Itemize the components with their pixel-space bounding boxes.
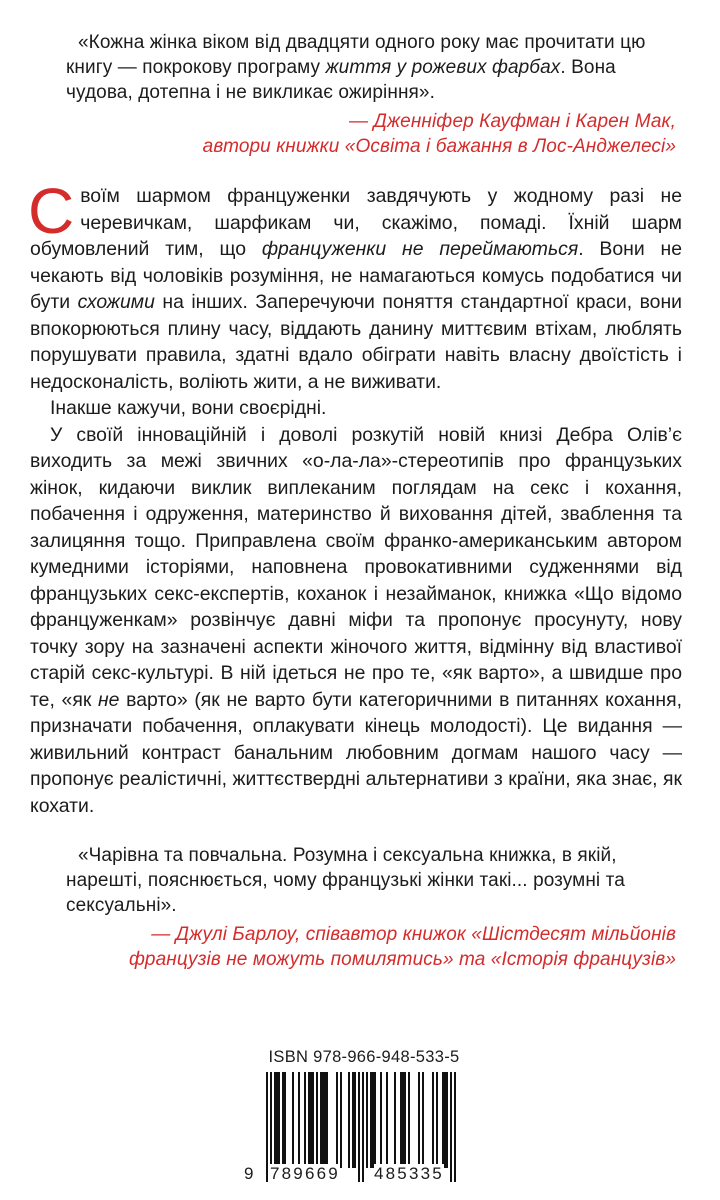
barcode-bar [372, 1072, 374, 1168]
barcode-bar [310, 1072, 312, 1168]
barcode-bar [394, 1072, 396, 1168]
top-quote-text: «Кожна жінка віком від двадцяти одного року має прочитати цю книгу — покрокову програму життя у рожевих фарбах. Вона чудова, дотепна і не викликає ожиріння». [66, 32, 646, 103]
barcode-bar [374, 1072, 376, 1168]
barcode-bar [304, 1072, 306, 1168]
bottom-quote-attribution: — Джулі Барлоу, співавтор книжок «Шістдесят мільйонів французів не можуть помилятись» та «Історія французів» [128, 924, 676, 970]
barcode-bar [408, 1072, 410, 1168]
barcode-guard-bar [358, 1072, 360, 1182]
barcode-bar [432, 1072, 434, 1168]
barcode-bar [326, 1072, 328, 1168]
barcode-bar [276, 1072, 278, 1168]
barcode-bar [418, 1072, 420, 1168]
barcode-guard-bar [454, 1072, 456, 1182]
barcode-guard-bar [450, 1072, 452, 1182]
book-description [28, 175, 682, 819]
barcode-bar [308, 1072, 310, 1168]
barcode-bar [354, 1072, 356, 1168]
barcode-bar [324, 1072, 326, 1168]
top-review-quote [66, 30, 676, 159]
barcode-bar [386, 1072, 388, 1168]
barcode-bar [444, 1072, 446, 1168]
barcode-bar [370, 1072, 372, 1168]
barcode-bar [298, 1072, 300, 1168]
barcode-bar [322, 1072, 324, 1168]
drop-cap-letter: С [28, 175, 75, 247]
barcode-digit-first: 9 [244, 1164, 256, 1183]
barcode-bar [446, 1072, 448, 1168]
barcode-bar [292, 1072, 294, 1168]
barcode-digits-right: 485335 [374, 1164, 444, 1183]
barcode-bar [274, 1072, 276, 1168]
description-paragraph-2: Інакше кажучи, вони своєрідні. [50, 397, 327, 419]
barcode-bar [348, 1072, 350, 1168]
barcode-guard-bar [362, 1072, 364, 1182]
barcode-bar [442, 1072, 444, 1168]
barcode-bar [278, 1072, 280, 1168]
barcode-bar [312, 1072, 314, 1168]
barcode-bar [366, 1072, 368, 1168]
top-quote-attribution: — Дженніфер Кауфман і Карен Мак, автори книжки «Освіта і бажання в Лос-Анджелесі» [202, 111, 676, 157]
barcode-bar [320, 1072, 322, 1168]
barcode-bar [400, 1072, 402, 1168]
bottom-review-quote [66, 843, 676, 972]
isbn-barcode [244, 1048, 480, 1188]
description-paragraph-3: У своїй інноваційній і доволі розкутій новій книзі Дебра Олів’є виходить за межі звичних «о-ла-ла»-стереотипів про французьких жінок, кидаючи виклик виплеканим поглядам на секс і кохання, побачення і одруження, материнство й виховання дітей, зваблення та залицяння тощо. Приправлена своїм франко-американським автором кумедними історіями, наповнена провокативними судженнями від французьких секс-експертів, коханок і незайманок, книжка «Що відомо француженкам» розвінчує давні міфи та пропонує просунуту, нову точку зору на зазначені аспекти жіночого життя, відмінну від властивої старій секс-культурі. В ній ідеться не про те, «як варто», а швидше про те, «як не варто» (як не варто бути категоричними в питаннях кохання, призначати побачення, оплакувати кінець молодості). Це видання — живильний контраст банальним любовним догмам нашого часу — пропонує реалістичні, життєствердні альтернативи з країни, яка знає, як кохати. [30, 423, 682, 817]
barcode-bar [316, 1072, 318, 1168]
barcode-bar [402, 1072, 404, 1168]
description-paragraph-1: Своїм шармом француженки завдячують у жодному разі не черевичкам, шарфикам чи, скажімо, помаді. Їхній шарм обумовлений тим, що француженки не переймаються. Вони не чекають від чоловіків розуміння, не намагаються комусь подобатися чи бути схожими на інших. Заперечуючи поняття стандартної краси, вони впокорюються плину часу, віддають данину миттєвим втіхам, люблять порушувати правила, здатні вдало обіграти навіть власну двоїстість і недосконалість, воліють жити, а не виживати. [28, 175, 682, 393]
barcode-bar [282, 1072, 284, 1168]
barcode-bar [380, 1072, 382, 1168]
barcode-digits-left: 789669 [270, 1164, 340, 1183]
barcode-bar [336, 1072, 338, 1168]
bottom-quote-text: «Чарівна та повчальна. Розумна і сексуальна книжка, в якій, нарешті, пояснюється, чому французькі жінки такі... розумні та сексуальні». [66, 845, 625, 916]
isbn-label: ISBN 978-966-948-533-5 [268, 1048, 460, 1066]
barcode-bar [436, 1072, 438, 1168]
barcode-guard-bar [266, 1072, 268, 1182]
barcode-bar [284, 1072, 286, 1168]
barcode-bar [422, 1072, 424, 1168]
barcode-bar [352, 1072, 354, 1168]
barcode-bar [340, 1072, 342, 1168]
barcode-bar [404, 1072, 406, 1168]
